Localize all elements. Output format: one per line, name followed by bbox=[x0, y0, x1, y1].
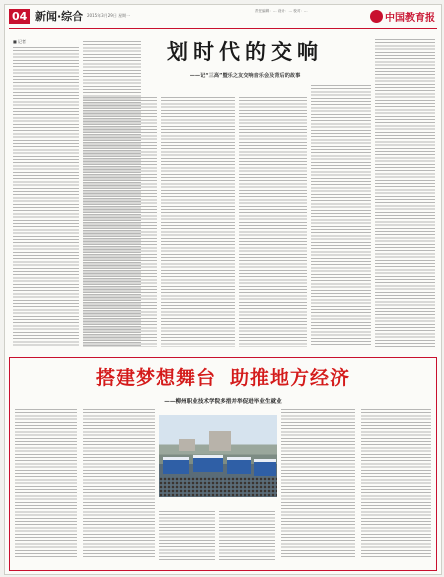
newspaper-logo-icon bbox=[370, 10, 383, 23]
article2-headline-part1: 搭建梦想舞台 bbox=[95, 367, 216, 389]
newspaper-page bbox=[4, 4, 442, 575]
issue-date: 2015年3月29日 星期一 bbox=[87, 13, 131, 18]
article1-headline: 划时代的交响 bbox=[167, 40, 323, 64]
article2-column-1 bbox=[15, 409, 77, 559]
newspaper-logo bbox=[370, 8, 435, 24]
article1-column-4 bbox=[239, 97, 307, 347]
article2-column-6 bbox=[361, 409, 431, 559]
article2-headline bbox=[65, 366, 381, 390]
section-title: 新闻·综合 bbox=[35, 10, 84, 23]
article2-column-5 bbox=[281, 409, 355, 559]
article2-column-3 bbox=[159, 511, 215, 561]
article1-column-6 bbox=[375, 39, 435, 347]
article2-column-2 bbox=[83, 409, 155, 559]
article2-subtitle: ——柳州职业技术学院多措并举促进毕业生就业 bbox=[164, 399, 282, 405]
newspaper-name: 中国教育报 bbox=[385, 12, 435, 24]
byline: ■ 记者 bbox=[13, 39, 27, 44]
page-number: 04 bbox=[9, 9, 30, 24]
article1-column-3 bbox=[161, 97, 235, 347]
page-header bbox=[5, 5, 441, 29]
article2-photo bbox=[159, 415, 277, 497]
editor-credits: 责任编辑：… 设计：… 校对：… bbox=[255, 9, 308, 13]
article2-column-4 bbox=[219, 511, 275, 561]
article1-column-2 bbox=[83, 97, 157, 347]
article1-subtitle: ——记“三高”暨乐之友交响音乐会及背后的故事 bbox=[189, 73, 301, 79]
article2-headline-part2: 助推地方经济 bbox=[230, 367, 351, 389]
article1-column-1 bbox=[13, 47, 79, 347]
article1-column-5 bbox=[311, 85, 371, 347]
header-rule bbox=[9, 28, 437, 29]
